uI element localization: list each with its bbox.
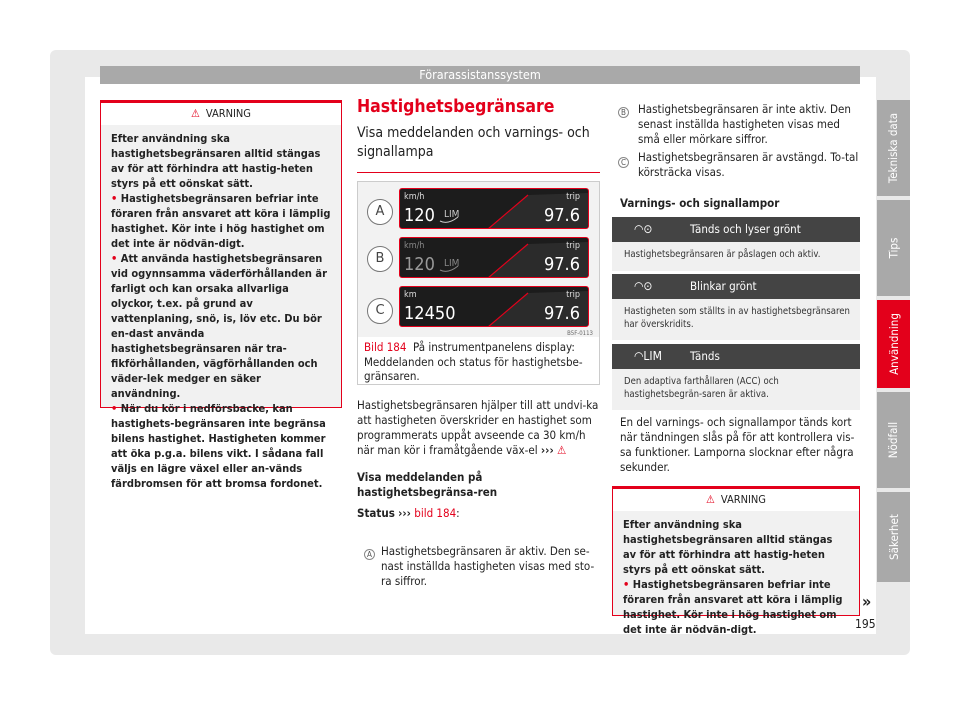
lim-speedometer-icon: ◠LIM bbox=[634, 349, 662, 363]
bullet-icon: • bbox=[111, 192, 118, 205]
figure-184 bbox=[357, 181, 600, 385]
figure-ref-link[interactable]: bild 184 bbox=[414, 506, 457, 520]
warning-box-right bbox=[612, 486, 860, 636]
warning-bullet: • När du kör i nedförsbacke, kan hastighets-begränsaren inte begränsa bilens hastighet. Hastigheten kommer att öka p.g.a. bilens vikt. I sådana fall väljs en lägre växel eller an-vänds färdbromsen för att bromsa fordonet. bbox=[111, 402, 326, 490]
warning-triangle-icon: ⚠ bbox=[706, 493, 715, 506]
panel-label: A bbox=[367, 199, 393, 225]
figure-caption: Bild 184 På instrumentpanelens display: Meddelanden och status för hastighetsbe-gränsaren. bbox=[364, 340, 583, 383]
lamps-heading: Varnings- och signallampor bbox=[620, 196, 780, 210]
figure-image bbox=[358, 182, 599, 337]
lamp-desc-3: Den adaptiva farthållaren (ACC) och hastighetsbegrän-saren är aktiva. bbox=[612, 369, 860, 410]
status-line: Status ››› bild 184: bbox=[357, 506, 460, 520]
tab-anvandning[interactable]: Användning bbox=[877, 300, 910, 388]
speedometer-icon: ◠⊙ bbox=[634, 279, 653, 293]
lamp-row-2: ◠⊙ Blinkar grönt bbox=[612, 274, 860, 299]
section-subtitle: Visa meddelanden och varnings- och signallampa bbox=[357, 125, 590, 160]
key-c-text: Hastighetsbegränsaren är avstängd. To-tal körsträcka visas. bbox=[638, 150, 859, 179]
lamp-desc-1: Hastighetsbegränsaren är påslagen och aktiv. bbox=[612, 242, 860, 271]
lamp-row-1: ◠⊙ Tänds och lyser grönt bbox=[612, 217, 860, 242]
warning-bullet: • Att använda hastighetsbegränsaren vid ogynnsamma väderförhållanden är farligt och kan orsaka allvarliga olyckor, t.ex. på grund av vattenplaning, snö, is, löv etc. Du bör en-dast använda hastighetsbegränsaren när tra-fikförhållanden, vägförhållanden och väder-lek medger en säker användning. bbox=[111, 252, 327, 400]
dash-panel-c: km 12450 trip 97.6 bbox=[399, 286, 589, 327]
warning-heading: ⚠ VARNING bbox=[613, 489, 859, 511]
bullet-icon: • bbox=[623, 578, 630, 591]
bullet-icon: • bbox=[111, 252, 118, 265]
lamp-row-3: ◠LIM Tänds bbox=[612, 344, 860, 369]
sub-heading: Visa meddelanden på hastighetsbegränsa-ren bbox=[357, 470, 498, 499]
section-title: Hastighetsbegränsare bbox=[357, 97, 555, 117]
speedometer-icon: ◠⊙ bbox=[634, 222, 653, 236]
continue-mark: » bbox=[862, 592, 872, 611]
key-b-text: Hastighetsbegränsaren är inte aktiv. Den senast inställda hastigheten visas med små eller mörkare siffror. bbox=[638, 102, 851, 146]
tab-sakerhet[interactable]: Säkerhet bbox=[877, 492, 910, 582]
warning-heading: ⚠ VARNING bbox=[101, 103, 341, 125]
tab-nodfall[interactable]: Nödfall bbox=[877, 392, 910, 488]
heading-rule bbox=[357, 172, 600, 173]
warning-intro: Efter användning ska hastighetsbegränsaren alltid stängas av för att förhindra att hastig-heten styrs på ett oönskat sätt. bbox=[111, 132, 321, 190]
key-c-badge: C bbox=[618, 154, 629, 169]
panel-label: C bbox=[367, 298, 393, 324]
page-header: Förarassistanssystem bbox=[100, 66, 860, 84]
warning-box-left bbox=[100, 100, 342, 490]
warning-bullet: • Hastighetsbegränsaren befriar inte föraren från ansvaret att köra i lämplig hastighet. Kör inte i hög hastighet om det inte är nödvän-digt. bbox=[111, 192, 331, 250]
figure-code: B5F-0113 bbox=[567, 330, 593, 337]
key-b-badge: B bbox=[618, 104, 629, 119]
lamps-note: En del varnings- och signallampor tänds kort när tändningen slås på för att kontrollera vis-sa funktioner. Lamporna slocknar efter några sekunder. bbox=[620, 415, 855, 474]
bullet-icon: • bbox=[111, 402, 118, 415]
warning-triangle-icon: ⚠ bbox=[557, 443, 567, 457]
warning-bullet: • Hastighetsbegränsaren befriar inte föraren från ansvaret att köra i lämplig hastighet. Kör inte i hög hastighet om det inte är nödvän-digt. bbox=[623, 578, 843, 636]
tab-tips[interactable]: Tips bbox=[877, 200, 910, 296]
warning-intro: Efter användning ska hastighetsbegränsaren alltid stängas av för att förhindra att hastig-heten styrs på ett oönskat sätt. bbox=[623, 518, 833, 576]
key-a-text: Hastighetsbegränsaren är aktiv. Den se-nast inställda hastigheten visas med sto-ra siffror. bbox=[381, 544, 595, 588]
tab-tekniska-data[interactable]: Tekniska data bbox=[877, 100, 910, 196]
panel-label: B bbox=[367, 246, 393, 272]
key-a-badge: A bbox=[364, 546, 375, 561]
body-paragraph: Hastighetsbegränsaren hjälper till att undvi-ka att hastigheten överskrider en hastighet som programmerats uppåt avseende ca 30 km/h när man kör i framåtgående väx-el ››› ⚠ bbox=[357, 398, 599, 457]
warning-triangle-icon: ⚠ bbox=[191, 107, 200, 120]
page-number: 195 bbox=[855, 617, 876, 631]
section-heading bbox=[357, 97, 600, 162]
dash-panel-b: km/h 120 LIM trip 97.6 bbox=[399, 237, 589, 278]
dash-panel-a: km/h 120 LIM trip 97.6 bbox=[399, 188, 589, 229]
lamp-desc-2: Hastigheten som ställts in av hastighetsbegränsaren har överskridits. bbox=[612, 299, 860, 340]
body-column bbox=[357, 398, 600, 521]
